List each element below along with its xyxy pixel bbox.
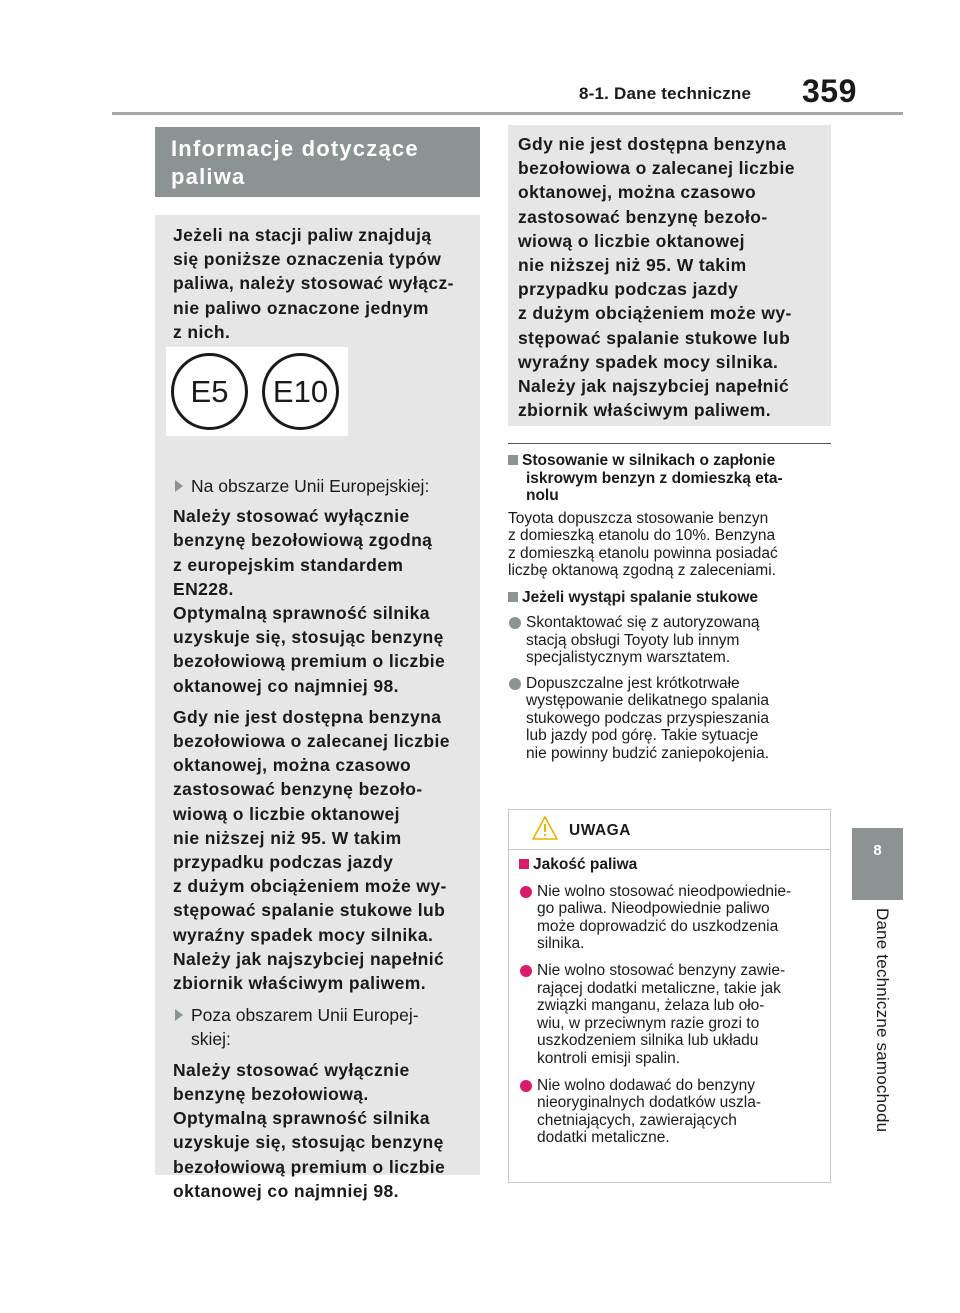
text-line: Nie wolno stosować benzyny zawie- [537, 961, 786, 979]
ethanol-heading [508, 452, 838, 505]
knock-heading [508, 589, 838, 607]
text-line: wyraźny spadek mocy silnika. [173, 924, 434, 945]
text-line: silnika. [537, 935, 585, 953]
text-line: chetniających, zawierających [537, 1111, 737, 1129]
text-line: zastosować benzynę bezoło- [518, 206, 768, 227]
ethanol-section [508, 452, 838, 762]
text-line: Należy jak najszybciej napełnić [518, 376, 790, 397]
text-line: nolu [526, 487, 559, 504]
text-line: Jeżeli wystąpi spalanie stukowe [522, 588, 759, 606]
text-line: Należy stosować wyłącznie [173, 506, 410, 527]
warning-bullet [519, 962, 829, 1068]
text-line: benzynę bezołowiową zgodną [173, 530, 433, 551]
circle-bullet-icon [520, 886, 532, 898]
knock-bullet [508, 614, 838, 667]
text-line: zastosować benzynę bezoło- [173, 779, 423, 800]
text-line: bezołowiowa o zalecanej liczbie [518, 158, 795, 179]
text-line: Jakość paliwa [533, 856, 638, 873]
text-line: z europejskim standardem [173, 554, 404, 575]
text-line: nieoryginalnych dodatków uszla- [537, 1094, 762, 1112]
text-line: kontroli emisji spalin. [537, 1049, 680, 1067]
text-line: lub jazdy pod górę. Takie sytuacje [526, 727, 759, 744]
text-line: bezołowiową premium o liczbie [173, 1156, 446, 1177]
eu-list-item [173, 474, 470, 498]
circle-bullet-icon [520, 965, 532, 977]
arrow-right-icon [175, 1009, 183, 1021]
text-line: oktanowej co najmniej 98. [173, 675, 399, 696]
chapter-label: Dane techniczne samochodu [873, 908, 892, 1133]
text-line: Optymalną sprawność silnika [173, 1108, 430, 1129]
text-line: Poza obszarem Unii Europej- [191, 1005, 419, 1026]
text-line: z nich. [173, 321, 231, 342]
text-line: z domieszką etanolu powinna posiadać [508, 544, 778, 562]
text-line: liczbę oktanową zgodną z zaleceniami. [508, 562, 776, 579]
warning-title: UWAGA [569, 822, 631, 839]
text-line: występowanie delikatnego spalania [526, 692, 769, 709]
chapter-number: 8 [873, 842, 882, 859]
section-title-line: Informacje dotyczące [171, 136, 419, 161]
warning-bullet [519, 1077, 829, 1147]
text-line: Stosowanie w silnikach o zapłonie [522, 452, 776, 469]
text-line: uszkodzeniem silnika lub układu [537, 1032, 759, 1050]
section-title-line: paliwa [171, 164, 246, 189]
text-line: stępować spalanie stukowe lub [173, 900, 446, 921]
square-bullet-icon [508, 592, 518, 602]
square-bullet-icon [508, 455, 518, 465]
text-line: się poniższe oznaczenia typów [173, 249, 442, 270]
fuel-quality-heading [519, 856, 829, 874]
header-section-title: 8-1. Dane techniczne [579, 84, 752, 103]
non-eu-list-item [173, 1003, 470, 1051]
text-line: rającej dodatki metaliczne, takie jak [537, 979, 781, 997]
text-line: przypadku podczas jazdy [518, 279, 739, 300]
text-line: bezołowiowa o zalecanej liczbie [173, 731, 450, 752]
text-line: nie paliwo oznaczone jednym [173, 297, 429, 318]
text-line: benzynę bezołowiową. [173, 1083, 369, 1104]
warning-body [519, 856, 829, 1147]
text-line: wiową o liczbie oktanowej [173, 803, 400, 824]
text-line: oktanowej, można czasowo [173, 755, 412, 776]
page-number: 359 [802, 73, 857, 109]
text-line: przypadku podczas jazdy [173, 852, 394, 873]
text-line: Jeżeli na stacji paliw znajdują [173, 225, 432, 245]
text-line: z domieszką etanolu do 10%. Benzyna [508, 527, 776, 544]
text-line: Należy stosować wyłącznie [173, 1059, 410, 1080]
text-line: oktanowej, można czasowo [518, 182, 757, 203]
text-line: Toyota dopuszcza stosowanie benzyn [508, 509, 769, 527]
warning-triangle-icon [531, 815, 559, 841]
eu-fallback-text [173, 705, 470, 995]
text-line: Dopuszczalne jest krótkotrwałe [526, 674, 740, 692]
text-line: paliwa, należy stosować wyłącz- [173, 273, 454, 294]
text-line: z dużym obciążeniem może wy- [173, 876, 447, 897]
e5-badge: E5 [171, 353, 248, 430]
text-line: nie niższej niż 95. W takim [173, 827, 402, 848]
e10-badge: E10 [262, 353, 339, 430]
text-line: specjalistycznym warsztatem. [526, 649, 731, 666]
text-line: EN228. [173, 578, 234, 599]
text-line: Nie wolno stosować nieodpowiednie- [537, 882, 792, 900]
warning-box [508, 809, 831, 1183]
text-line: stępować spalanie stukowe lub [518, 327, 791, 348]
chapter-tab[interactable] [852, 828, 903, 900]
ethanol-text [508, 510, 838, 580]
text-line: może doprowadzić do uszkodzenia [537, 917, 779, 935]
non-eu-requirement-text [173, 1058, 470, 1203]
text-line: go paliwa. Nieodpowiednie paliwo [537, 900, 770, 918]
text-line: uzyskuje się, stosując benzynę [173, 627, 444, 648]
text-line: wiu, w przeciwnym razie grozi to [537, 1014, 760, 1032]
fuel-label-badges [166, 347, 348, 436]
text-line: bezołowiową premium o liczbie [173, 651, 446, 672]
text-line: Skontaktować się z autoryzowaną [526, 614, 760, 631]
warning-bullet [519, 883, 829, 953]
text-line: Nie wolno dodawać do benzyny [537, 1076, 755, 1094]
text-line: wyraźny spadek mocy silnika. [518, 351, 779, 372]
eu-requirement-text [173, 504, 470, 698]
section-divider [508, 443, 831, 444]
text-line: iskrowym benzyn z domieszką eta- [526, 469, 783, 487]
header-divider [112, 112, 903, 115]
text-line: Gdy nie jest dostępna benzyna [518, 134, 787, 154]
text-line: nie powinny budzić zaniepokojenia. [526, 744, 769, 762]
text-line: Należy jak najszybciej napełnić [173, 948, 445, 969]
text-line: związki manganu, żelaza lub oło- [537, 997, 765, 1015]
text-line: Gdy nie jest dostępna benzyna [173, 706, 442, 727]
circle-bullet-icon [509, 678, 521, 690]
text-line: uzyskuje się, stosując benzynę [173, 1132, 444, 1153]
text-line: stukowego podczas przyspieszania [526, 709, 769, 727]
knock-bullet [508, 675, 838, 763]
arrow-right-icon [175, 480, 183, 492]
octane-notice-box [508, 125, 831, 426]
circle-bullet-icon [509, 617, 521, 629]
text-line: skiej: [191, 1029, 231, 1050]
text-line: nie niższej niż 95. W takim [518, 255, 747, 276]
text-line: z dużym obciążeniem może wy- [518, 303, 792, 324]
intro-text [173, 223, 470, 344]
square-bullet-icon [519, 859, 529, 869]
eu-item-label: Na obszarze Unii Europejskiej: [191, 476, 430, 497]
section-title-banner [155, 127, 480, 197]
text-line: Optymalną sprawność silnika [173, 603, 430, 624]
text-line: zbiornik właściwym paliwem. [173, 973, 426, 994]
text-line: wiową o liczbie oktanowej [518, 230, 745, 251]
circle-bullet-icon [520, 1080, 532, 1092]
text-line: zbiornik właściwym paliwem. [518, 400, 771, 421]
text-line: oktanowej co najmniej 98. [173, 1180, 399, 1201]
text-line: stacją obsługi Toyoty lub innym [526, 631, 740, 649]
warning-header [509, 810, 830, 850]
text-line: dodatki metaliczne. [537, 1129, 670, 1147]
